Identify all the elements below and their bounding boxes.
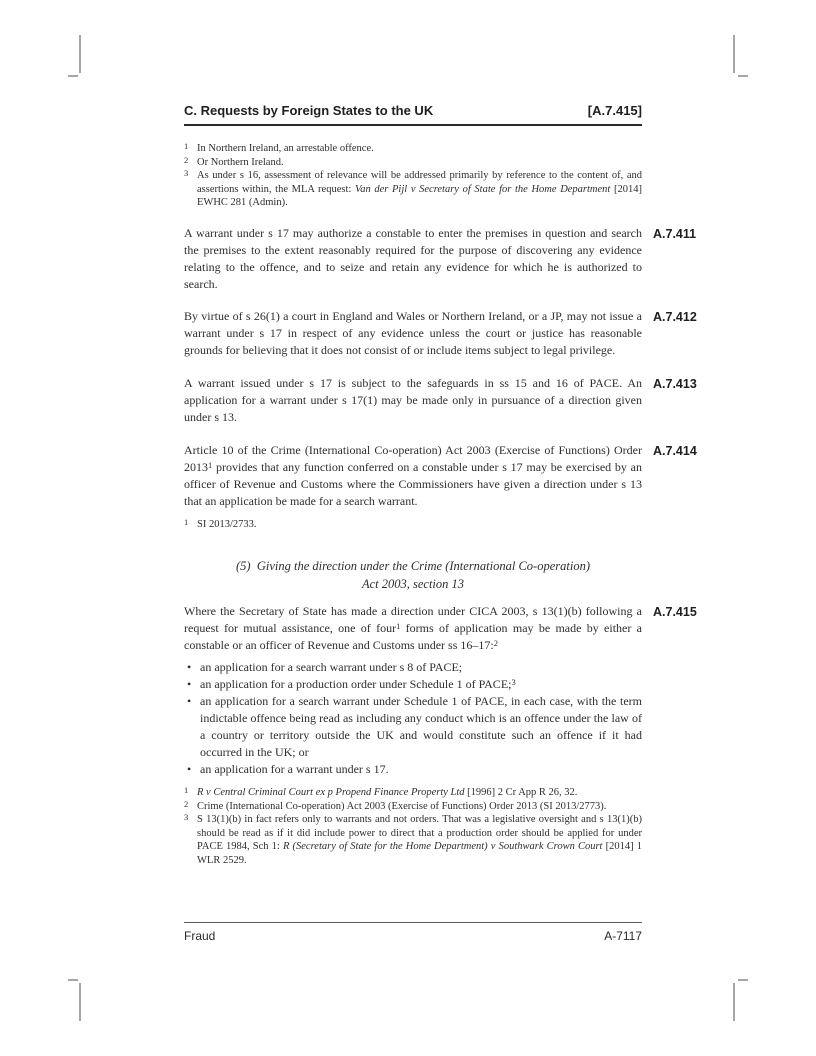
footer-subject-title: Fraud: [184, 929, 216, 943]
crop-mark-bottom-left-vertical: [79, 983, 81, 1021]
paragraph-text: A warrant issued under s 17 is subject to the safeguards in ss 15 and 16 of PACE. An application for a warrant under s 17(1) may be made only in pursuance of a direction given under s 13.: [184, 375, 642, 424]
footnote-reference: 1: [208, 459, 213, 470]
footnote: [184, 786, 642, 800]
crop-mark-top-right-horizontal: [738, 75, 748, 77]
footnote-text: R v Central Criminal Court ex p Propend Finance Property Ltd [1996] 2 Cr App R 26, 32.: [197, 787, 578, 798]
footnote-text: In Northern Ireland, an arrestable offence.: [197, 143, 374, 154]
crop-mark-bottom-right-horizontal: [738, 979, 748, 981]
running-head-section-ref: [A.7.415]: [587, 103, 642, 118]
paragraph-a7412: [184, 308, 697, 359]
footnote-text: As under s 16, assessment of relevance will be addressed primarily by reference to the content of, and assertions within, the MLA request: Van der Pijl v Secretary of State for the Home Department [2014] EWHC 281 (Admin).: [197, 170, 643, 208]
footnote-reference: 3: [511, 677, 516, 687]
footnotes-bottom: [184, 786, 642, 867]
footer-page-number: A-7117: [604, 929, 642, 943]
section-heading-line1: (5) Giving the direction under the Crime (International Co-operation): [236, 559, 590, 573]
footnote-reference: 2: [493, 638, 498, 648]
paragraph-text: Article 10 of the Crime (International Co-operation) Act 2003 (Exercise of Functions) Order 2013$^1$ provides that any function conferred on a constable under s 17 may be exercised by an officer of Revenue and Customs where the Commissioners have given a direction under s 13 that an application be made for a search warrant.: [184, 442, 642, 508]
case-citation: R (Secretary of State for the Home Department) v Southwark Crown Court: [282, 841, 603, 852]
paragraph-a7413: [184, 375, 697, 426]
running-head-title: C. Requests by Foreign States to the UK: [184, 103, 434, 118]
bullet-icon: •: [187, 677, 192, 691]
footnote-text: Or Northern Ireland.: [197, 156, 284, 168]
page-header: [184, 104, 642, 126]
crop-mark-bottom-right-vertical: [733, 983, 735, 1021]
footnote-number: 3: [184, 812, 189, 822]
paragraph-text: Where the Secretary of State has made a direction under CICA 2003, s 13(1)(b) following a request for mutual assistance, one of four$^1$ forms of application may be made by either a constable or an officer of Revenue and Customs under ss 16–17:$^2$: [184, 604, 642, 652]
list-item: [184, 761, 642, 778]
footnote-number: 1: [184, 516, 189, 527]
paragraph-number-label: A.7.411: [653, 226, 697, 241]
bullet-icon: •: [187, 660, 192, 674]
crop-mark-top-left-horizontal: [68, 75, 78, 77]
footnote: [184, 800, 642, 814]
footnote-reference: 1: [396, 621, 401, 631]
crop-mark-top-left-vertical: [79, 35, 81, 73]
crop-mark-bottom-left-horizontal: [68, 979, 78, 981]
section-heading-line2: Act 2003, section 13: [361, 577, 465, 591]
list-item: [184, 659, 642, 676]
footnote: [184, 518, 642, 532]
crop-mark-top-right-vertical: [733, 35, 735, 73]
footnote-text: Crime (International Co-operation) Act 2003 (Exercise of Functions) Order 2013 (SI 2013/2773).: [197, 800, 607, 812]
bullet-icon: •: [187, 694, 192, 708]
paragraph-a7414: [184, 442, 697, 510]
footnotes-top: [184, 142, 642, 210]
paragraph-number-label: A.7.412: [653, 309, 697, 324]
case-citation: R v Central Criminal Court ex p Propend Finance Property Ltd: [197, 787, 465, 798]
case-citation: Van der Pijl v Secretary of State for the Home Department: [354, 183, 611, 195]
footnotes-mid: [184, 518, 642, 532]
footnote-number: 2: [184, 798, 189, 809]
footnote-number: 1: [184, 785, 189, 795]
list-item: [184, 693, 642, 761]
footnote-number: 2: [184, 154, 189, 165]
footnote-number: 1: [184, 141, 189, 151]
list-item-text: an application for a search warrant under Schedule 1 of PACE, in each case, with the term indictable offence being read as including any conduct which is an offence under the law of a country or territory outside the UK and would constitute such an offence if it had occurred in the UK; or: [200, 694, 642, 759]
footnote-text: SI 2013/2733.: [197, 518, 257, 530]
paragraph-number-label: A.7.414: [653, 443, 697, 458]
paragraph-number-label: A.7.413: [653, 376, 697, 391]
section-heading: [184, 557, 642, 593]
paragraph-number-label: A.7.415: [653, 605, 697, 619]
page-footer: [184, 922, 642, 943]
footnote: [184, 813, 642, 867]
list-item-text: an application for a warrant under s 17.: [200, 762, 389, 776]
footnote-text: S 13(1)(b) in fact refers only to warrants and not orders. That was a legislative oversight and s 13(1)(b) should be read as if it did include power to direct that a production order should be applied for under PACE 1984, Sch 1: R (Secretary of State for the Home Department) v Southwark Crown Court [2014] 1 WLR 2529.: [197, 814, 642, 866]
paragraph-text: A warrant under s 17 may authorize a constable to enter the premises in question and search the premises to the extent reasonably required for the purpose of discovering any evidence relating to the offence, and to seize and retain any evidence for which he is authorized to search.: [184, 225, 642, 291]
list-item-text: an application for a production order under Schedule 1 of PACE;: [200, 677, 512, 691]
footnote: [184, 156, 642, 170]
footnote: [184, 169, 642, 210]
footnote-number: 3: [184, 168, 189, 178]
text-column: [184, 103, 697, 867]
paragraph-a7415: [184, 603, 697, 654]
bullet-list: [184, 659, 642, 778]
list-item: [184, 676, 642, 693]
paragraph-text: By virtue of s 26(1) a court in England and Wales or Northern Ireland, or a JP, may not issue a warrant under s 17 in respect of any evidence unless the court or justice has reasonable grounds for believing that it does not consist of or include items subject to legal privilege.: [184, 308, 642, 357]
paragraph-a7411: [184, 225, 697, 293]
footnote: [184, 142, 642, 156]
list-item-text: an application for a search warrant under s 8 of PACE;: [200, 660, 463, 674]
bullet-icon: •: [187, 762, 192, 776]
